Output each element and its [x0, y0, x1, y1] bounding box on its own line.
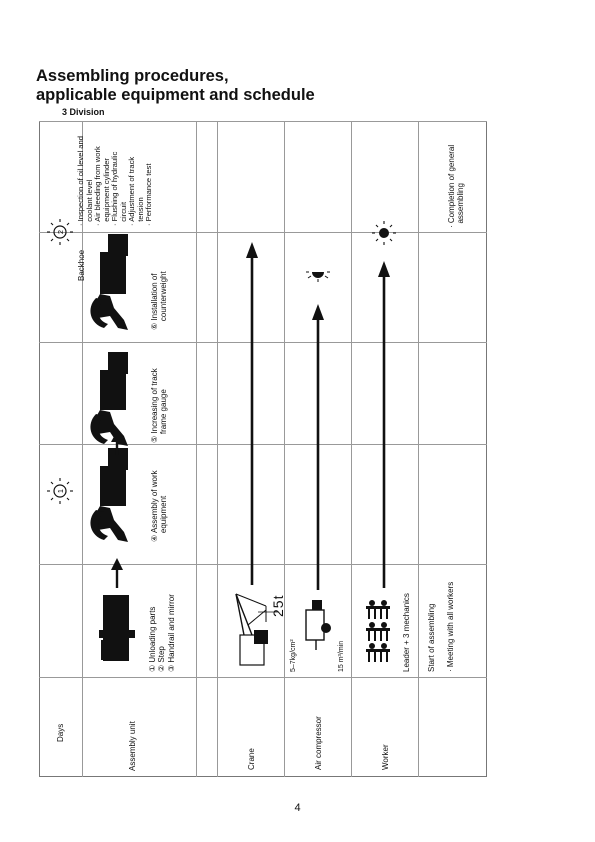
compressor-end-sun-icon	[306, 272, 330, 282]
workers-icon	[366, 600, 390, 662]
row-label-air-compressor: Air compressor	[314, 716, 323, 770]
page-title-line-2: applicable equipment and schedule	[36, 86, 315, 104]
worker-duration-arrow	[378, 261, 390, 588]
crane-icon	[236, 594, 278, 665]
crane-capacity: 25t	[270, 594, 286, 617]
backhoe-icon	[90, 352, 128, 446]
backhoe-icon	[90, 448, 128, 542]
page-number: 4	[294, 802, 301, 814]
division-label: 3 Division	[62, 107, 105, 117]
machine-base-icon	[99, 595, 135, 661]
row-label-crane: Crane	[247, 748, 256, 770]
row-label-worker: Worker	[381, 744, 390, 770]
day-1-sun-icon	[47, 478, 73, 504]
completion-notes: · Completion of general assembling	[447, 144, 466, 228]
air-compressor-icon	[306, 600, 331, 650]
backhoe-icon	[90, 234, 128, 330]
step-4-text: ④ Assembly of work equipment	[150, 470, 169, 542]
step-6-text: ⑥ Installation of counterweight	[150, 271, 169, 330]
crane-duration-arrow	[246, 242, 258, 585]
page-title-line-1: Assembling procedures,	[36, 67, 229, 85]
day-2-sun-icon	[47, 219, 73, 245]
worker-end-sun-icon	[372, 221, 396, 245]
backhoe-label: Backhoe	[77, 249, 86, 281]
step-1-3-text: ① Unloading parts ② Step ③ Handrail and mirror	[148, 594, 176, 672]
start-notes: Start of assembling · Meeting with all workers	[427, 581, 455, 672]
arrow-icon	[111, 558, 123, 588]
compressor-pressure: 5–7kg/cm²	[290, 639, 297, 672]
worker-crew: Leader + 3 mechanics	[402, 593, 411, 672]
day-1-number: 1	[58, 489, 65, 493]
day-2-number: 2	[58, 230, 65, 234]
row-label-assembly-unit: Assembly unit	[128, 721, 137, 771]
compressor-flow: 15 m³/min	[338, 640, 345, 672]
inspection-list: · Inspection of oil level and coolant level · Air bleeding from work equipment cylinder · Flushing of hydraulic circuit · Adjustment of track tension · Performance test	[76, 136, 153, 226]
row-label-days: Days	[56, 723, 65, 742]
step-5-text: ⑤ Increasing of track frame gauge	[150, 368, 169, 443]
compressor-duration-arrow	[312, 304, 324, 590]
